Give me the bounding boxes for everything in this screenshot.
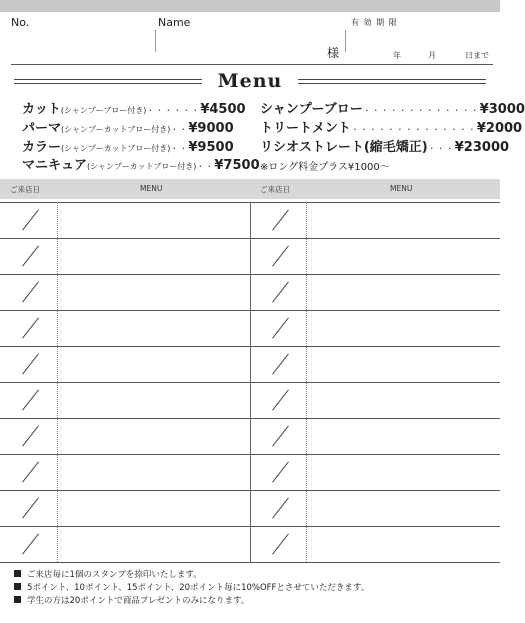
price-item-sub: (シャンプーカットブロー付き): [61, 125, 171, 134]
footer-note: [14, 595, 369, 608]
date-slash: [272, 209, 289, 230]
date-slash: [272, 533, 289, 554]
date-slash: [272, 461, 289, 482]
date-slash: [22, 461, 39, 482]
top-bar: [0, 0, 500, 12]
price-item-price: ¥7500: [214, 158, 260, 173]
price-leader: ・・: [196, 162, 215, 171]
price-item-price: ¥2000: [476, 121, 523, 136]
price-leader: ・・: [170, 125, 189, 134]
date-slash: [22, 533, 39, 554]
date-slash: [272, 281, 289, 302]
column-divider: [57, 202, 58, 562]
date-slash: [272, 245, 289, 266]
date-slash: [272, 497, 289, 518]
price-item-treatment: [260, 117, 522, 136]
stamp-table-header: [0, 179, 500, 199]
number-name-divider: [155, 30, 156, 52]
date-slash: [22, 497, 39, 518]
date-slash: [272, 353, 289, 374]
long-hair-note: ※ロング料金プラス¥1000〜: [260, 162, 390, 173]
price-item-manicure: [22, 154, 260, 173]
price-leader: ・・・・・・・・・・・・・: [362, 106, 480, 115]
header-visit-date-left: ご来店日: [10, 185, 40, 194]
footer-note: [14, 582, 369, 595]
price-item-name: シャンプーブロー: [260, 102, 363, 117]
column-divider: [250, 202, 251, 562]
date-slash: [22, 353, 39, 374]
column-divider: [306, 202, 307, 562]
price-item-perm: [22, 117, 234, 136]
price-item-price: ¥3000: [479, 102, 525, 117]
price-leader: ・・: [170, 144, 189, 153]
price-leader: ・・・・・・: [146, 106, 201, 115]
footer-note-text: 5ポイント、10ポイント、15ポイント、20ポイント毎に10%OFFとさせていただきます。: [27, 583, 370, 593]
menu-rule-right-1: [298, 79, 486, 80]
footer-note-text: ご来店毎に1個のスタンプを捺印いたします。: [27, 570, 202, 580]
menu-rule-right-2: [298, 83, 486, 84]
price-item-name: カット: [22, 102, 61, 117]
date-slash: [22, 245, 39, 266]
price-item-shampoo-blow: [260, 98, 525, 117]
price-item-price: ¥4500: [200, 102, 246, 117]
header-menu-left: MENU: [140, 184, 163, 193]
menu-rule-left-2: [14, 83, 202, 84]
price-item-color: [22, 136, 234, 155]
price-item-price: ¥9000: [188, 121, 234, 136]
day-label: 日まで: [465, 51, 489, 60]
stamp-grid: [0, 202, 500, 562]
date-slash: [272, 317, 289, 338]
menu-title: Menu: [217, 70, 283, 92]
price-item-name: パーマ: [22, 121, 62, 136]
month-label: 月: [428, 51, 436, 60]
header-visit-date-right: ご来店日: [260, 185, 290, 194]
price-item-cut: [22, 98, 246, 117]
price-item-straightening: [260, 136, 509, 155]
menu-rule-left-1: [14, 79, 202, 80]
footer-notes: [14, 569, 369, 608]
price-leader: ・・・・・・・・・・・・・・: [350, 125, 477, 134]
price-leader: ・・・: [427, 144, 455, 153]
price-item-name: トリートメント: [260, 121, 351, 136]
date-slash: [22, 425, 39, 446]
name-label: Name: [158, 16, 191, 29]
price-item-sub: (シャンプーカットブロー付き): [61, 144, 171, 153]
price-item-name: カラー: [22, 140, 62, 155]
price-item-price: ¥9500: [188, 140, 234, 155]
date-slash: [22, 281, 39, 302]
price-item-name: リシオストレート(縮毛矯正): [260, 140, 428, 155]
honorific-label: 様: [327, 46, 340, 60]
price-item-price: ¥23000: [454, 140, 510, 155]
name-underline: [11, 64, 493, 65]
bullet-square-icon: [14, 596, 21, 603]
footer-note: [14, 569, 369, 582]
price-item-sub: (シャンプーブロー付き): [60, 106, 147, 115]
bullet-square-icon: [14, 570, 21, 577]
price-item-sub: (シャンプーカットブロー付き): [87, 162, 197, 171]
year-label: 年: [393, 51, 401, 60]
date-slash: [272, 389, 289, 410]
number-label: No.: [11, 16, 30, 29]
date-slash: [272, 425, 289, 446]
date-slash: [22, 209, 39, 230]
expiry-label: 有 効 期 限: [351, 18, 398, 27]
header-menu-right: MENU: [390, 184, 413, 193]
date-slash: [22, 317, 39, 338]
price-item-name: マニキュア: [22, 158, 88, 173]
row-divider: [0, 562, 500, 563]
date-slash: [22, 389, 39, 410]
name-expiry-divider: [345, 30, 346, 52]
footer-note-text: 学生の方は20ポイントで商品プレゼントのみになります。: [27, 596, 250, 606]
bullet-square-icon: [14, 583, 21, 590]
